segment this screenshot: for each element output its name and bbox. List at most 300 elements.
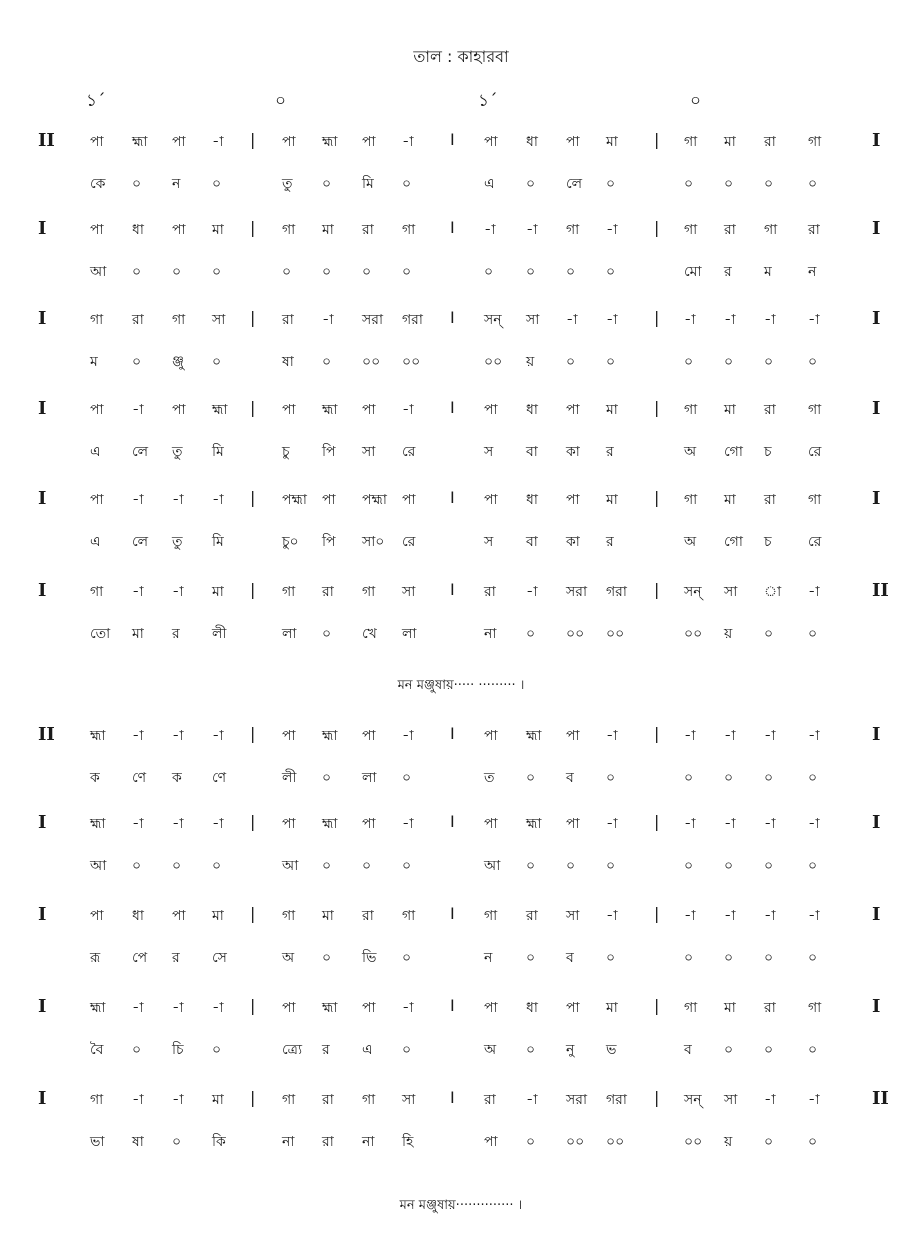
bar-divider: | bbox=[654, 580, 660, 599]
lyric-syllable: ০ bbox=[606, 264, 616, 280]
lyric-syllable: পি bbox=[322, 534, 336, 550]
lyric-syllable: তু bbox=[172, 534, 183, 550]
swara-note: -া bbox=[132, 584, 144, 600]
swara-note: পা bbox=[484, 816, 498, 832]
lyric-syllable: লী bbox=[212, 626, 227, 642]
lyric-syllable: লে bbox=[566, 176, 583, 192]
swara-note: পা bbox=[172, 402, 186, 418]
lyric-syllable: চু০ bbox=[282, 534, 299, 550]
lyric-syllable: কি bbox=[212, 1134, 226, 1150]
lyric-syllable: ম bbox=[764, 264, 772, 280]
lyric-syllable: ০ bbox=[724, 950, 734, 966]
lyric-syllable: ০০ bbox=[402, 354, 421, 370]
swara-note: পা bbox=[172, 134, 186, 150]
swara-note: রা bbox=[808, 222, 820, 238]
lyric-syllable: ০ bbox=[566, 264, 576, 280]
lyric-syllable: পি bbox=[322, 444, 336, 460]
lyric-syllable: ০০ bbox=[566, 1134, 585, 1150]
lyric-syllable: খে bbox=[362, 626, 377, 642]
swara-note: -া bbox=[808, 816, 820, 832]
swara-note: পা bbox=[282, 728, 296, 744]
swara-note: হ্মা bbox=[526, 728, 542, 744]
swara-note: মা bbox=[724, 134, 736, 150]
lyric-syllable: ০ bbox=[484, 264, 494, 280]
lyric-syllable: ০ bbox=[526, 264, 536, 280]
lyric-syllable: র bbox=[724, 264, 732, 280]
lyric-syllable: ব bbox=[566, 950, 574, 966]
swara-note: পা bbox=[172, 222, 186, 238]
swara-row bbox=[0, 812, 922, 836]
lyric-syllable: মো bbox=[684, 264, 702, 280]
lyric-row bbox=[0, 766, 922, 790]
lyric-syllable: ক bbox=[90, 770, 100, 786]
lyric-syllable: তু bbox=[282, 176, 293, 192]
swara-note: সা bbox=[724, 584, 738, 600]
lyric-syllable: ০ bbox=[808, 1134, 818, 1150]
swara-note: পা bbox=[362, 402, 376, 418]
bar-open-mark: I bbox=[38, 996, 47, 1017]
swara-note: -া bbox=[212, 134, 224, 150]
lyric-syllable: ০ bbox=[402, 858, 412, 874]
lyric-syllable: বা bbox=[526, 534, 538, 550]
bar-close-mark: I bbox=[872, 308, 881, 329]
swara-note: া bbox=[764, 584, 782, 600]
lyric-syllable: ০ bbox=[808, 354, 818, 370]
lyric-syllable: ০ bbox=[322, 264, 332, 280]
swara-note: সা bbox=[402, 1092, 416, 1108]
lyric-syllable: ত্র্যে bbox=[282, 1042, 303, 1058]
lyric-syllable: ষা bbox=[282, 354, 294, 370]
swara-note: -া bbox=[132, 1092, 144, 1108]
swara-note: -া bbox=[402, 1000, 414, 1016]
lyric-syllable: ০ bbox=[402, 1042, 412, 1058]
lyric-syllable: ০ bbox=[132, 1042, 142, 1058]
swara-note: গা bbox=[90, 584, 104, 600]
swara-row bbox=[0, 904, 922, 928]
lyric-syllable: ০ bbox=[808, 1042, 818, 1058]
swara-note: -া bbox=[212, 816, 224, 832]
lyric-syllable: ০ bbox=[808, 950, 818, 966]
swara-note: -া bbox=[764, 312, 776, 328]
swara-note: গা bbox=[764, 222, 778, 238]
swara-note: -া bbox=[212, 492, 224, 508]
swara-note: মা bbox=[724, 492, 736, 508]
bar-close-mark: I bbox=[872, 904, 881, 925]
swara-note: -া bbox=[764, 1092, 776, 1108]
swara-note: মা bbox=[606, 402, 618, 418]
lyric-syllable: আ bbox=[282, 858, 299, 874]
swara-note: হ্মা bbox=[322, 134, 338, 150]
swara-note: -া bbox=[132, 816, 144, 832]
lyric-syllable: র bbox=[322, 1042, 330, 1058]
lyric-syllable: ০ bbox=[172, 264, 182, 280]
swara-note: রা bbox=[764, 492, 776, 508]
bar-close-mark: I bbox=[872, 996, 881, 1017]
lyric-syllable: নু bbox=[566, 1042, 575, 1058]
lyric-syllable: ০ bbox=[764, 1042, 774, 1058]
lyric-syllable: ০ bbox=[362, 264, 372, 280]
lyric-syllable: ব bbox=[566, 770, 574, 786]
swara-note: পা bbox=[484, 728, 498, 744]
lyric-syllable: ০ bbox=[212, 264, 222, 280]
lyric-syllable: পা bbox=[484, 1134, 498, 1150]
swara-note: পা bbox=[566, 402, 580, 418]
lyric-syllable: ০ bbox=[724, 1042, 734, 1058]
swara-note: পা bbox=[484, 1000, 498, 1016]
lyric-syllable: সা০ bbox=[362, 534, 385, 550]
lyric-syllable: ০ bbox=[402, 176, 412, 192]
lyric-syllable: ০ bbox=[322, 176, 332, 192]
bar-divider: | bbox=[654, 812, 660, 831]
bar-close-mark: I bbox=[872, 488, 881, 509]
lyric-syllable: তু bbox=[172, 444, 183, 460]
lyric-row bbox=[0, 440, 922, 464]
bar-divider: | bbox=[250, 724, 256, 743]
lyric-syllable: ০ bbox=[402, 264, 412, 280]
swara-note: -া bbox=[808, 584, 820, 600]
swara-note: সন্ bbox=[684, 584, 702, 600]
bar-close-mark: I bbox=[872, 130, 881, 151]
lyric-syllable: ০ bbox=[526, 1042, 536, 1058]
swara-note: -া bbox=[322, 312, 334, 328]
lyric-syllable: লা bbox=[362, 770, 377, 786]
swara-note: -া bbox=[172, 492, 184, 508]
lyric-row bbox=[0, 622, 922, 646]
lyric-syllable: চ bbox=[764, 444, 772, 460]
swara-note: গা bbox=[402, 908, 416, 924]
swara-note: -া bbox=[526, 1092, 538, 1108]
lyric-syllable: ন bbox=[484, 950, 493, 966]
bar-divider: I bbox=[450, 130, 455, 149]
lyric-syllable: ০ bbox=[212, 176, 222, 192]
swara-note: হ্মা bbox=[322, 402, 338, 418]
lyric-syllable: ০০ bbox=[566, 626, 585, 642]
swara-note: -া bbox=[402, 402, 414, 418]
lyric-syllable: ০ bbox=[526, 770, 536, 786]
swara-note: গরা bbox=[402, 312, 423, 328]
lyric-syllable: ঞ্জু bbox=[172, 354, 184, 370]
swara-note: রা bbox=[362, 908, 374, 924]
lyric-syllable: ০ bbox=[606, 770, 616, 786]
swara-row bbox=[0, 724, 922, 748]
swara-note: গা bbox=[362, 584, 376, 600]
swara-note: গা bbox=[90, 1092, 104, 1108]
swara-note: রা bbox=[322, 584, 334, 600]
swara-note: -া bbox=[724, 908, 736, 924]
swara-note: মা bbox=[212, 584, 224, 600]
lyric-row bbox=[0, 350, 922, 374]
lyric-syllable: ণে bbox=[212, 770, 227, 786]
swara-note: -া bbox=[684, 908, 696, 924]
lyric-syllable: লী bbox=[282, 770, 297, 786]
bar-divider: I bbox=[450, 1088, 455, 1107]
swara-note: রা bbox=[526, 908, 538, 924]
bar-divider: | bbox=[654, 130, 660, 149]
lyric-syllable: লে bbox=[132, 534, 149, 550]
bar-divider: I bbox=[450, 308, 455, 327]
bar-divider: | bbox=[654, 724, 660, 743]
swara-note: পা bbox=[484, 492, 498, 508]
lyric-syllable: আ bbox=[90, 264, 107, 280]
lyric-syllable: মি bbox=[362, 176, 374, 192]
bar-divider: | bbox=[250, 1088, 256, 1107]
lyric-syllable: ০ bbox=[132, 354, 142, 370]
lyric-syllable: মি bbox=[212, 534, 224, 550]
swara-row bbox=[0, 130, 922, 154]
swara-note: গা bbox=[808, 492, 822, 508]
lyric-syllable: ০ bbox=[808, 770, 818, 786]
lyric-syllable: সে bbox=[212, 950, 227, 966]
swara-note: পা bbox=[90, 222, 104, 238]
lyric-syllable: ০ bbox=[684, 858, 694, 874]
bar-open-mark: II bbox=[38, 724, 55, 745]
bar-close-mark: I bbox=[872, 812, 881, 833]
swara-note: মা bbox=[212, 908, 224, 924]
lyric-syllable: এ bbox=[484, 176, 495, 192]
lyric-syllable: র bbox=[606, 534, 614, 550]
lyric-row bbox=[0, 1038, 922, 1062]
swara-note: পা bbox=[322, 492, 336, 508]
lyric-row bbox=[0, 854, 922, 878]
lyric-syllable: ০ bbox=[526, 858, 536, 874]
swara-note: গা bbox=[684, 402, 698, 418]
lyric-syllable: ০ bbox=[212, 1042, 222, 1058]
lyric-syllable: ০ bbox=[808, 858, 818, 874]
bar-close-mark: II bbox=[872, 580, 889, 601]
lyric-syllable: ণে bbox=[132, 770, 147, 786]
swara-note: পা bbox=[282, 402, 296, 418]
lyric-syllable: বা bbox=[526, 444, 538, 460]
swara-note: পা bbox=[566, 492, 580, 508]
lyric-syllable: ০ bbox=[684, 176, 694, 192]
lyric-syllable: স bbox=[484, 444, 494, 460]
lyric-syllable: ০০ bbox=[362, 354, 381, 370]
swara-note: পা bbox=[402, 492, 416, 508]
swara-note: পা bbox=[484, 134, 498, 150]
swara-note: -া bbox=[132, 402, 144, 418]
swara-note: হ্মা bbox=[322, 816, 338, 832]
lyric-syllable: ০ bbox=[684, 354, 694, 370]
swara-note: পহ্মা bbox=[282, 492, 307, 508]
lyric-syllable: ০ bbox=[606, 950, 616, 966]
lyric-syllable: ০ bbox=[402, 770, 412, 786]
lyric-syllable: ০ bbox=[526, 626, 536, 642]
lyric-syllable: রে bbox=[402, 444, 416, 460]
swara-note: মা bbox=[322, 222, 334, 238]
swara-note: গা bbox=[282, 908, 296, 924]
swara-note: রা bbox=[484, 584, 496, 600]
lyric-syllable: স bbox=[484, 534, 494, 550]
lyric-syllable: র bbox=[172, 626, 180, 642]
lyric-syllable: ০ bbox=[764, 858, 774, 874]
lyric-syllable: ০ bbox=[764, 1134, 774, 1150]
lyric-syllable: য় bbox=[526, 354, 535, 370]
lyric-syllable: তো bbox=[90, 626, 111, 642]
swara-note: হ্মা bbox=[90, 816, 106, 832]
swara-note: -া bbox=[808, 1092, 820, 1108]
lyric-syllable: ক bbox=[172, 770, 182, 786]
lyric-syllable: ০ bbox=[764, 770, 774, 786]
lyric-syllable: ০০ bbox=[684, 1134, 703, 1150]
lyric-syllable: ০ bbox=[282, 264, 292, 280]
bar-divider: I bbox=[450, 904, 455, 923]
swara-note: পা bbox=[90, 492, 104, 508]
bar-open-mark: I bbox=[38, 1088, 47, 1109]
swara-note: গা bbox=[282, 222, 296, 238]
swara-note: -া bbox=[606, 816, 618, 832]
lyric-syllable: কা bbox=[566, 444, 580, 460]
bar-divider: I bbox=[450, 724, 455, 743]
lyric-syllable: না bbox=[362, 1134, 375, 1150]
bar-divider: | bbox=[654, 996, 660, 1015]
swara-note: হ্মা bbox=[322, 1000, 338, 1016]
swara-note: পা bbox=[282, 1000, 296, 1016]
lyric-syllable: ০ bbox=[402, 950, 412, 966]
swara-note: -া bbox=[172, 584, 184, 600]
swara-note: -া bbox=[526, 222, 538, 238]
lyric-syllable: ০ bbox=[724, 770, 734, 786]
swara-note: গা bbox=[566, 222, 580, 238]
bar-open-mark: I bbox=[38, 580, 47, 601]
lyric-syllable: লা bbox=[402, 626, 417, 642]
bar-divider: | bbox=[654, 904, 660, 923]
swara-note: -া bbox=[724, 728, 736, 744]
lyric-syllable: ০ bbox=[684, 770, 694, 786]
swara-note: -া bbox=[212, 728, 224, 744]
lyric-syllable: রে bbox=[808, 444, 822, 460]
lyric-syllable: ০ bbox=[724, 354, 734, 370]
swara-row bbox=[0, 218, 922, 242]
swara-note: হ্মা bbox=[132, 134, 148, 150]
swara-note: গা bbox=[808, 402, 822, 418]
swara-note: হ্মা bbox=[90, 728, 106, 744]
swara-note: পা bbox=[90, 908, 104, 924]
swara-note: ধা bbox=[526, 492, 538, 508]
swara-note: -া bbox=[764, 816, 776, 832]
swara-note: -া bbox=[212, 1000, 224, 1016]
swara-note: সা bbox=[724, 1092, 738, 1108]
bar-divider: | bbox=[654, 398, 660, 417]
swara-note: গা bbox=[484, 908, 498, 924]
bar-divider: | bbox=[654, 308, 660, 327]
lyric-syllable: ম bbox=[90, 354, 98, 370]
bar-divider: I bbox=[450, 580, 455, 599]
lyric-syllable: ০ bbox=[212, 858, 222, 874]
lyric-syllable: অ bbox=[684, 444, 697, 460]
swara-note: সা bbox=[566, 908, 580, 924]
swara-note: -া bbox=[684, 728, 696, 744]
lyric-syllable: ০ bbox=[808, 626, 818, 642]
swara-note: সা bbox=[402, 584, 416, 600]
swara-note: মা bbox=[322, 908, 334, 924]
swara-note: রা bbox=[764, 402, 776, 418]
swara-note: পা bbox=[362, 1000, 376, 1016]
lyric-syllable: ০ bbox=[724, 858, 734, 874]
lyric-syllable: লে bbox=[132, 444, 149, 460]
swara-note: গা bbox=[684, 1000, 698, 1016]
lyric-syllable: ০ bbox=[212, 354, 222, 370]
swara-note: -া bbox=[402, 816, 414, 832]
lyric-syllable: য় bbox=[724, 626, 733, 642]
swara-note: -া bbox=[402, 728, 414, 744]
swara-note: ধা bbox=[526, 1000, 538, 1016]
bar-divider: I bbox=[450, 996, 455, 1015]
bar-open-mark: I bbox=[38, 398, 47, 419]
swara-note: মা bbox=[724, 402, 736, 418]
lyric-syllable: ০ bbox=[132, 264, 142, 280]
lyric-syllable: হি bbox=[402, 1134, 414, 1150]
lyric-row bbox=[0, 946, 922, 970]
bar-divider: I bbox=[450, 398, 455, 417]
swara-note: গা bbox=[684, 134, 698, 150]
lyric-syllable: আ bbox=[484, 858, 501, 874]
lyric-syllable: ০ bbox=[132, 858, 142, 874]
lyric-syllable: রে bbox=[402, 534, 416, 550]
swara-note: পা bbox=[566, 1000, 580, 1016]
swara-note: ধা bbox=[132, 222, 144, 238]
bar-divider: | bbox=[250, 130, 256, 149]
bar-close-mark: I bbox=[872, 724, 881, 745]
lyric-syllable: ন bbox=[172, 176, 181, 192]
bar-divider: | bbox=[654, 218, 660, 237]
lyric-syllable: সা bbox=[362, 444, 376, 460]
swara-note: -া bbox=[132, 728, 144, 744]
swara-note: সা bbox=[526, 312, 540, 328]
swara-note: হ্মা bbox=[322, 728, 338, 744]
lyric-syllable: আ bbox=[90, 858, 107, 874]
lyric-syllable: কে bbox=[90, 176, 106, 192]
beat-marker-1: ১´ bbox=[86, 91, 106, 111]
bar-divider: | bbox=[250, 812, 256, 831]
swara-note: সরা bbox=[566, 584, 588, 600]
lyric-syllable: ০ bbox=[172, 1134, 182, 1150]
tala-title: তাল : কাহারবা bbox=[413, 47, 509, 66]
swara-note: পহ্মা bbox=[362, 492, 387, 508]
swara-note: -া bbox=[606, 728, 618, 744]
beat-marker-4: ০ bbox=[690, 91, 702, 111]
swara-note: রা bbox=[724, 222, 736, 238]
lyric-syllable: ন bbox=[808, 264, 817, 280]
lyric-syllable: ০ bbox=[764, 354, 774, 370]
swara-note: পা bbox=[362, 728, 376, 744]
bar-close-mark: II bbox=[872, 1088, 889, 1109]
swara-note: পা bbox=[90, 134, 104, 150]
swara-note: -া bbox=[724, 816, 736, 832]
swara-note: -া bbox=[606, 222, 618, 238]
lyric-syllable: ০ bbox=[606, 858, 616, 874]
lyric-syllable: ০ bbox=[322, 950, 332, 966]
lyric-syllable: ০০ bbox=[606, 1134, 625, 1150]
bar-divider: I bbox=[450, 218, 455, 237]
lyric-syllable: অ bbox=[282, 950, 295, 966]
swara-note: মা bbox=[724, 1000, 736, 1016]
lyric-syllable: এ bbox=[90, 444, 101, 460]
lyric-syllable: ০০ bbox=[606, 626, 625, 642]
swara-note: গা bbox=[90, 312, 104, 328]
lyric-syllable: কা bbox=[566, 534, 580, 550]
lyric-syllable: য় bbox=[724, 1134, 733, 1150]
swara-note: -া bbox=[526, 584, 538, 600]
lyric-syllable: এ bbox=[90, 534, 101, 550]
swara-note: পা bbox=[282, 816, 296, 832]
lyric-syllable: পে bbox=[132, 950, 148, 966]
lyric-syllable: ভি bbox=[362, 950, 377, 966]
swara-note: রা bbox=[282, 312, 294, 328]
bar-open-mark: II bbox=[38, 130, 55, 151]
swara-note: গা bbox=[684, 492, 698, 508]
bar-divider: | bbox=[250, 580, 256, 599]
lyric-syllable: ০ bbox=[526, 950, 536, 966]
